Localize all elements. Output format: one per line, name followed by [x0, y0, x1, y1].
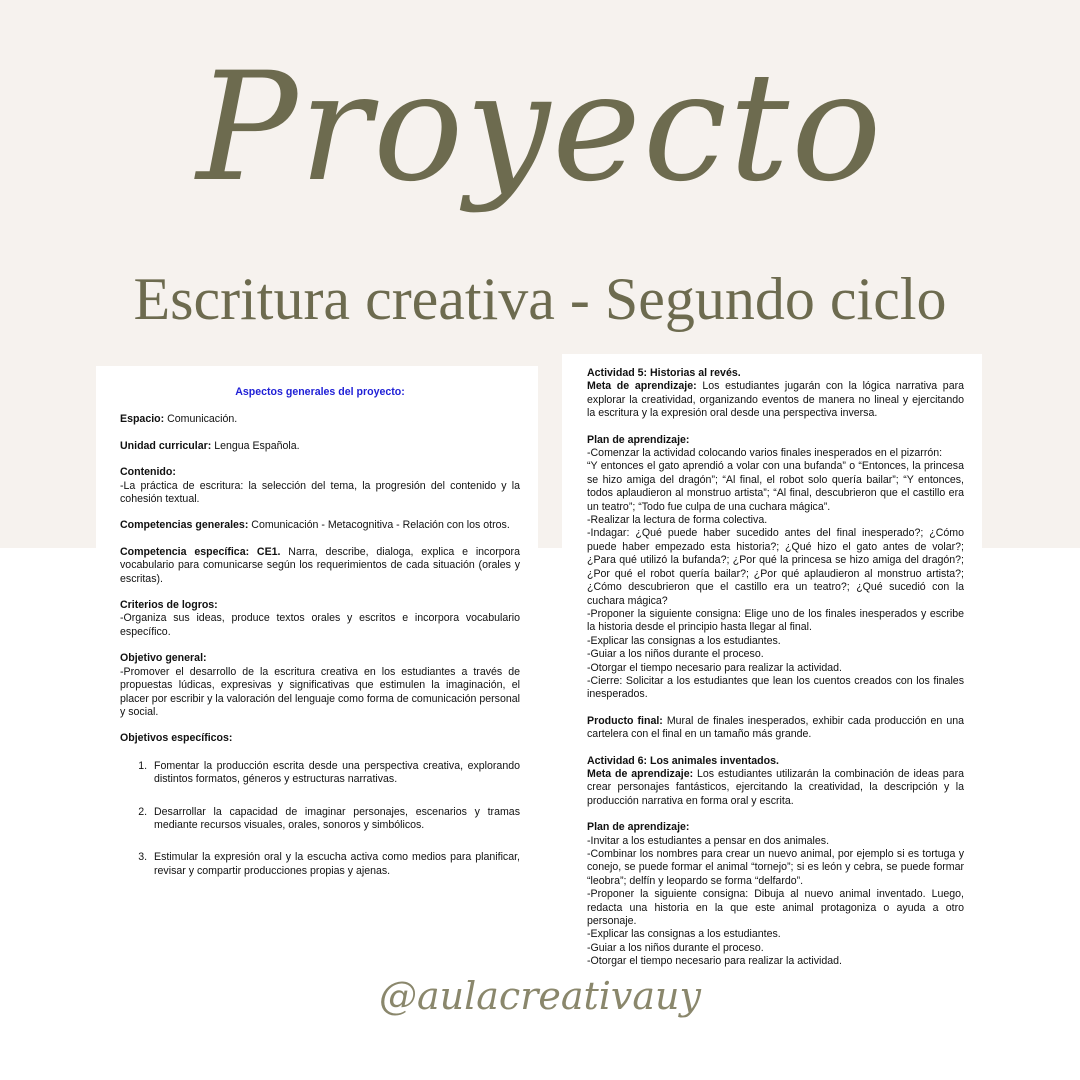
list-item: 3. Estimular la expresión oral y la escucha activa como medios para planificar, revisar y compartir producciones propias y ajenas. [150, 851, 520, 878]
list-item: -Invitar a los estudiantes a pensar en dos animales. [587, 834, 830, 847]
list-item: -Guiar a los niños durante el proceso. [587, 648, 764, 661]
espacio-line [120, 413, 520, 426]
activity-5-meta [587, 380, 964, 420]
list-item: -Indagar: ¿Qué puede haber sucedido antes del final inesperado?; ¿Cómo puede haber empezado esta historia?; ¿Qué hizo el gato antes de volar?; ¿Para qué utilizó la bufanda?; ¿Por qué la princesa se hizo amiga del dragón?; ¿Por qué el robot quería bailar?; ¿Por qué aplaudieron al monstruo artista?; ¿Cómo descubrieron que el castillo era un teatro?; ¿Qué sucedió con la cuchara mágica? [587, 527, 964, 607]
meta-label: Meta de aprendizaje: [587, 380, 697, 393]
social-handle: @aulacreativauy [378, 974, 702, 1018]
criterios-label: Criterios de logros: [120, 599, 218, 612]
activity-6-meta [587, 768, 964, 808]
contenido-label: Contenido: [120, 466, 176, 479]
list-item: -Cierre: Solicitar a los estudiantes que lean los cuentos creados con los finales inesperados. [587, 674, 964, 701]
list-item: “Y entonces el gato aprendió a volar con una bufanda” o “Entonces, la princesa se hizo amiga del dragón”; “Al final, el robot solo quería bailar”; “Y entonces, todos aplaudieron al monstruo artista”; “Al final, descubrieron que el castillo era un teatro”; “Todo fue culpa de una cuchara mágica”. [587, 460, 964, 513]
criterios-text: -Organiza sus ideas, produce textos orales y escritos e incorpora vocabulario específico. [120, 612, 520, 638]
meta-text: Los estudiantes utilizarán la combinación de ideas para crear personajes fantásticos, ejercitando la creatividad, la descripción y la producción narrativa en forma oral y escrita. [587, 767, 964, 807]
list-item: -Otorgar el tiempo necesario para realizar la actividad. [587, 955, 842, 968]
competencia-especifica-line [120, 546, 520, 586]
competencia-especifica-value: Narra, describe, dialoga, explica e incorpora vocabulario para comunicarse según los requerimientos de cada situación (orales y escritas). [120, 545, 520, 585]
activity-6-title: Actividad 6: Los animales inventados. [587, 754, 779, 767]
unidad-line [120, 440, 520, 453]
unidad-label: Unidad curricular: [120, 439, 212, 452]
competencias-line [120, 519, 520, 532]
list-item: -Comenzar la actividad colocando varios finales inesperados en el pizarrón: [587, 447, 943, 460]
espacio-value: Comunicación. [164, 413, 238, 426]
competencias-value: Comunicación - Metacognitiva - Relación con los otros. [248, 519, 510, 532]
competencia-especifica-label: Competencia específica: CE1. [120, 545, 281, 558]
meta-text: Los estudiantes jugarán con la lógica narrativa para explorar la creatividad, organizando eventos de manera no lineal y ejercitando la escritura y la expresión oral desde una perspectiva inversa. [587, 380, 965, 420]
producto-label: Producto final: [587, 714, 663, 727]
list-item: -Explicar las consignas a los estudiantes. [587, 928, 781, 941]
espacio-label: Espacio: [120, 413, 165, 426]
right-document-page [562, 354, 982, 968]
contenido-text: -La práctica de escritura: la selección del tema, la progresión del contenido y la cohesión textual. [120, 479, 520, 506]
subtitle: Escritura creativa - Segundo ciclo [133, 266, 947, 332]
section-title: Aspectos generales del proyecto: [235, 386, 405, 398]
list-item: 2. Desarrollar la capacidad de imaginar personajes, escenarios y tramas mediante recursos visuales, orales, sonoros y simbólicos. [150, 806, 520, 833]
list-item: -Otorgar el tiempo necesario para realizar la actividad. [587, 661, 842, 674]
unidad-value: Lengua Española. [211, 439, 300, 452]
objetivos-especificos-label: Objetivos específicos: [120, 732, 233, 745]
competencias-label: Competencias generales: [120, 519, 249, 532]
meta-label: Meta de aprendizaje: [587, 767, 694, 780]
producto-text: Mural de finales inesperados, exhibir cada producción en una cartelera con el final en un tamaño más grande. [587, 714, 964, 741]
list-item: -Realizar la lectura de forma colectiva. [587, 514, 768, 527]
script-title: Proyecto [196, 41, 884, 215]
list-item: -Combinar los nombres para crear un nuevo animal, por ejemplo si es tortuga y conejo, se puede formar el animal “tornejo”; si es león y cebra, se puede formar “leobra”; delfín y leopardo se forma “delfardo”. [587, 848, 964, 887]
left-document-page [96, 366, 538, 914]
list-item: -Explicar las consignas a los estudiantes. [587, 634, 781, 647]
list-item: -Guiar a los niños durante el proceso. [587, 941, 764, 954]
activity-5-producto [587, 715, 964, 742]
activity-5-plan-label: Plan de aprendizaje: [587, 433, 690, 446]
list-item: -Proponer la siguiente consigna: Dibuja al nuevo animal inventado. Luego, redacta una historia en la que este animal protagoniza o ayuda a otro personaje. [587, 888, 964, 928]
activity-6-plan-label: Plan de aprendizaje: [587, 821, 690, 834]
list-item: 1. Fomentar la producción escrita desde una perspectiva creativa, explorando distintos formatos, géneros y estructuras narrativas. [150, 760, 520, 787]
list-item: -Proponer la siguiente consigna: Elige uno de los finales inesperados y escribe la historia desde el principio hasta llegar al final. [587, 607, 964, 634]
objetivo-general-text: -Promover el desarrollo de la escritura creativa en los estudiantes a través de propuestas lúdicas, expresivas y significativas que estimulen la imaginación, el placer por escribir y la valoración del lenguaje como forma de comunicación personal y social. [120, 665, 520, 718]
objetivos-especificos-list [120, 760, 520, 878]
activity-5-title: Actividad 5: Historias al revés. [587, 367, 741, 379]
objetivo-general-label: Objetivo general: [120, 652, 207, 665]
